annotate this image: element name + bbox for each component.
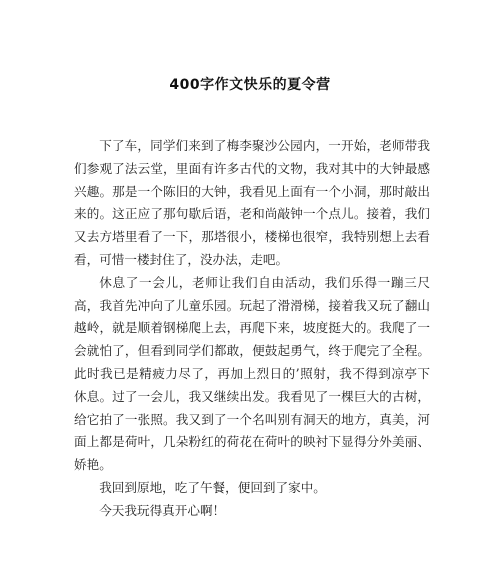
- paragraph-4: 今天我玩得真开心啊！: [99, 502, 226, 518]
- paragraph-1: 下了车，同学们来到了梅李聚沙公园内，一开始，老师带我们参观了法云堂，里面有许多古代的文物，我对其中的大钟最感兴趣。那是一个陈旧的大钟，我看见上面有一个小洞，那时敲出来的。这正应了那句歇后语，老和尚敲钟一个点儿。接着，我们又去方塔里看了一下，那塔很小，楼梯也很窄，我特别想上去看看，可惜一楼封住了，没办法，走吧。: [74, 138, 430, 267]
- paragraph-2: 休息了一会儿，老师让我们自由活动，我们乐得一蹦三尺高，我首先冲向了儿童乐园。玩起了滑滑梯，接着我又玩了翻山越岭，就是顺着钢梯爬上去，再爬下来，坡度挺大的。我爬了一会就怕了，但看到同学们都敢，便鼓起勇气，终于爬完了全程。此时我已是精疲力尽了，再加上烈日的’照射，我不得到凉亭下休息。过了一会儿，我又继续出发。我看见了一棵巨大的古树，给它拍了一张照。我又到了一个名叫别有洞天的地方，真美，河面上都是荷叶，几朵粉红的荷花在荷叶的映衬下显得分外美丽、娇艳。: [74, 274, 430, 473]
- document-title: 400字作文快乐的夏令营: [169, 77, 331, 93]
- document-body: [74, 135, 430, 523]
- paragraph-3: 我回到原地，吃了午餐，便回到了家中。: [99, 479, 326, 495]
